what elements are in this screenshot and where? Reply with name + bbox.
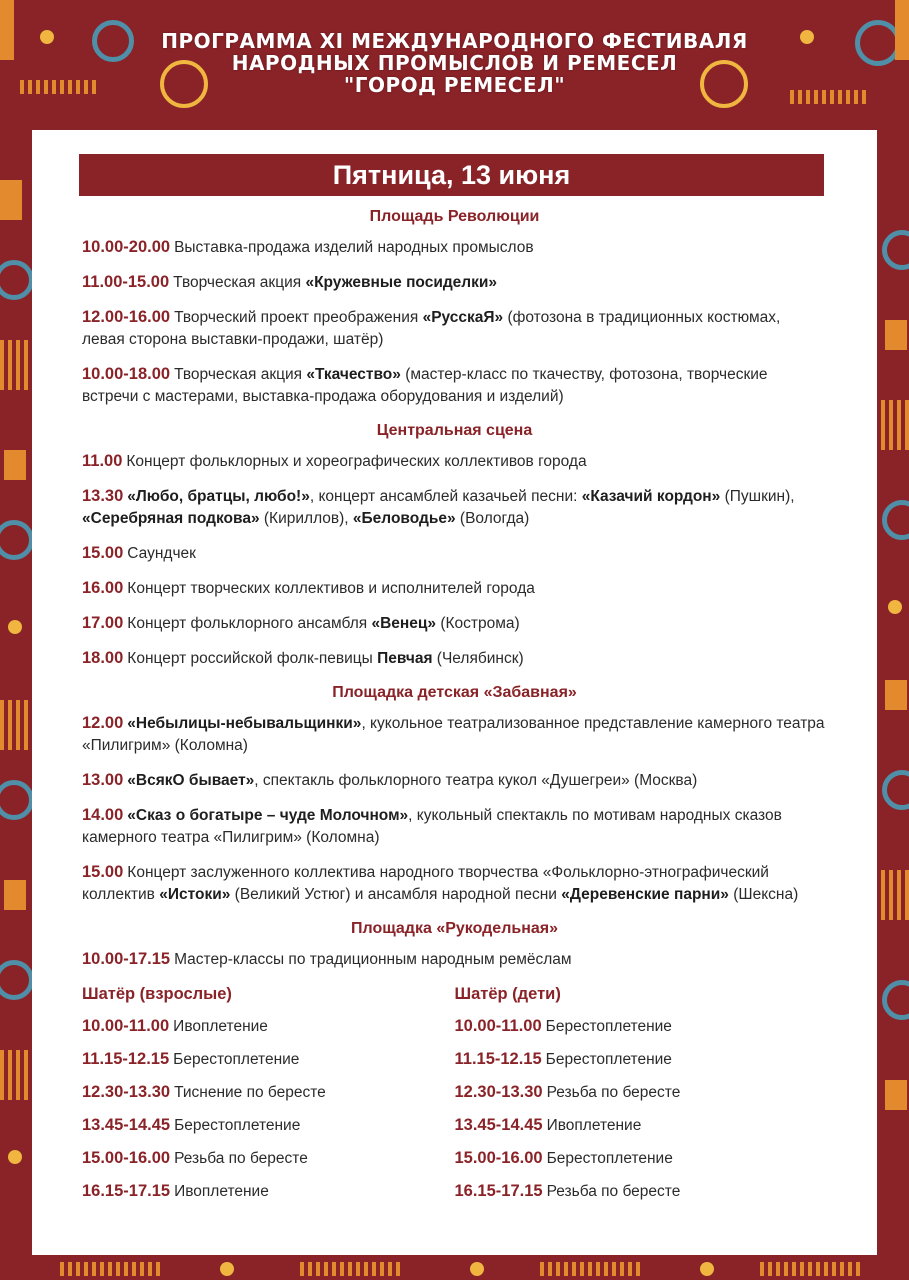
schedule-text: (Челябинск) [432,650,524,667]
schedule-highlight: «Небылицы-небывальщинки» [127,715,362,732]
tent-activity: Тиснение по бересте [174,1084,326,1101]
schedule-time: 12.00 [82,714,124,732]
schedule-time: 18.00 [82,649,124,667]
venue-items [82,712,827,906]
tent-row [82,1081,455,1104]
schedule-highlight: «Беловодье» [352,510,456,527]
tent-activity: Ивоплетение [173,1018,268,1035]
schedule-highlight: «Истоки» [159,886,231,903]
tent-schedules [82,983,827,1213]
schedule-highlight: «Кружевные посиделки» [305,274,498,291]
tent-activity: Резьба по бересте [174,1150,308,1167]
schedule-item [82,271,827,294]
program-panel [32,130,877,1255]
header-line-1: ПРОГРАММА XI МЕЖДУНАРОДНОГО ФЕСТИВАЛЯ [161,29,748,53]
schedule-highlight: «Венец» [371,615,437,632]
venue-items [82,948,827,971]
tent-activity: Берестоплетение [545,1051,672,1068]
schedule-text: Творческий проект преображения [174,309,423,326]
schedule-text: , концерт ансамблей казачьей песни: [309,488,582,505]
schedule-item [82,363,827,408]
schedule-item [82,804,827,849]
schedule-item [82,948,827,971]
schedule-item [82,861,827,906]
schedule-time: 12.00-16.00 [82,308,171,326]
tent-time: 16.15-17.15 [454,1182,543,1200]
schedule-text: Выставка-продажа изделий народных промыслов [174,239,534,256]
tent-row [455,1081,828,1104]
tent-kids-column [455,983,828,1213]
schedule-item [82,542,827,565]
tent-adults-title: Шатёр (взрослые) [82,985,232,1003]
tent-row [82,1015,455,1038]
schedule-text: (Вологда) [455,510,530,527]
tent-time: 15.00-16.00 [82,1149,171,1167]
schedule-text: Концерт творческих коллективов и исполнителей города [127,580,535,597]
schedule-item [82,647,827,670]
schedule-item [82,485,827,530]
schedule-time: 10.00-20.00 [82,238,171,256]
festival-header [0,30,909,96]
schedule-highlight: «Деревенские парни» [561,886,729,903]
tent-row [82,1180,455,1203]
program-content [82,206,827,1213]
venue-title: Площадка детская «Забавная» [332,684,577,701]
schedule-text: (фотозона в традиционных костюмах, левая сторона выставки-продажи, шатёр) [82,309,781,348]
tent-row [455,1180,828,1203]
schedule-text: Творческая акция [173,274,306,291]
schedule-time: 16.00 [82,579,124,597]
schedule-text: Концерт российской фолк-певицы [127,650,378,667]
tent-row [455,1114,828,1137]
schedule-text: Творческая акция [174,366,307,383]
schedule-highlight: «Сказ о богатыре – чуде Молочном» [127,807,409,824]
tent-row [455,1015,828,1038]
tent-activity: Берестоплетение [174,1117,301,1134]
tent-row [82,1114,455,1137]
tent-time: 13.45-14.45 [454,1116,543,1134]
tent-time: 16.15-17.15 [82,1182,171,1200]
tent-time: 10.00-11.00 [454,1017,542,1035]
schedule-time: 13.00 [82,771,124,789]
tent-activity: Резьба по бересте [546,1084,681,1101]
tent-activity: Берестоплетение [546,1150,673,1167]
tent-kids-rows [455,1015,828,1203]
tent-row [82,1048,455,1071]
tent-time: 15.00-16.00 [454,1149,543,1167]
schedule-highlight: «Казачий кордон» [581,488,721,505]
schedule-highlight: «РусскаЯ» [422,309,504,326]
schedule-highlight: «ВсякО бывает» [127,772,255,789]
tent-time: 12.30-13.30 [82,1083,171,1101]
tent-activity: Берестоплетение [545,1018,672,1035]
schedule-time: 10.00-18.00 [82,365,171,383]
schedule-item [82,712,827,757]
schedule-text: (Пушкин), [720,488,795,505]
tent-kids-title: Шатёр (дети) [454,985,561,1003]
schedule-text: Мастер-классы по традиционным народным ремёслам [174,951,572,968]
schedule-time: 15.00 [82,544,124,562]
day-title: Пятница, 13 июня [79,154,824,196]
venue-items [82,450,827,670]
tent-time: 10.00-11.00 [82,1017,170,1035]
schedule-item [82,306,827,351]
tent-time: 13.45-14.45 [82,1116,171,1134]
schedule-text: Концерт фольклорных и хореографических коллективов города [126,453,587,470]
header-line-3: "ГОРОД РЕМЕСЕЛ" [343,73,566,97]
schedule-time: 13.30 [82,487,124,505]
venue-title: Площадка «Рукодельная» [350,920,558,937]
schedule-time: 14.00 [82,806,124,824]
schedule-time: 11.00 [82,452,123,470]
venue-items [82,236,827,408]
schedule-text: (мастер-класс по ткачеству, фотозона, творческие встречи с мастерами, выставка-продажа оборудования и изделий) [82,366,768,405]
schedule-text: (Шексна) [728,886,799,903]
tent-time: 11.15-12.15 [454,1050,542,1068]
schedule-time: 10.00-17.15 [82,950,171,968]
tent-activity: Ивоплетение [546,1117,642,1134]
schedule-highlight: «Серебряная подкова» [82,510,260,527]
tent-adults-rows [82,1015,455,1203]
schedule-text: , кукольный спектакль по мотивам народных сказов камерного театра «Пилигрим» (Коломна) [82,807,782,846]
tent-row [455,1147,828,1170]
header-line-2: НАРОДНЫХ ПРОМЫСЛОВ И РЕМЕСЕЛ [231,51,678,75]
schedule-highlight: «Любо, братцы, любо!» [127,488,310,505]
tent-time: 12.30-13.30 [454,1083,543,1101]
tent-time: 11.15-12.15 [82,1050,170,1068]
venue-title: Центральная сцена [376,422,533,439]
tent-row [455,1048,828,1071]
schedule-text: Концерт фольклорного ансамбля [127,615,372,632]
schedule-time: 15.00 [82,863,124,881]
tent-activity: Берестоплетение [173,1051,300,1068]
venue-title: Площадь Революции [369,208,540,225]
tent-activity: Резьба по бересте [546,1183,681,1200]
schedule-text: , кукольное театрализованное представление камерного театра «Пилигрим» (Коломна) [82,715,825,754]
schedule-time: 11.00-15.00 [82,273,170,291]
schedule-text: Концерт заслуженного коллектива народного творчества «Фольклорно-этнографический коллектив [82,864,769,903]
tent-row [82,1147,455,1170]
schedule-time: 17.00 [82,614,124,632]
schedule-item [82,236,827,259]
schedule-highlight: Певчая [377,650,433,667]
schedule-text: , спектакль фольклорного театра кукол «Душегреи» (Москва) [254,772,698,789]
schedule-highlight: «Ткачество» [306,366,401,383]
schedule-text: Саундчек [127,545,196,562]
schedule-text: (Кириллов), [259,510,353,527]
schedule-item [82,577,827,600]
schedule-item [82,769,827,792]
schedule-item [82,612,827,635]
schedule-item [82,450,827,473]
schedule-text: (Кострома) [436,615,520,632]
tent-adults-column [82,983,455,1213]
schedule-text: (Великий Устюг) и ансамбля народной песни [230,886,562,903]
tent-activity: Ивоплетение [174,1183,269,1200]
